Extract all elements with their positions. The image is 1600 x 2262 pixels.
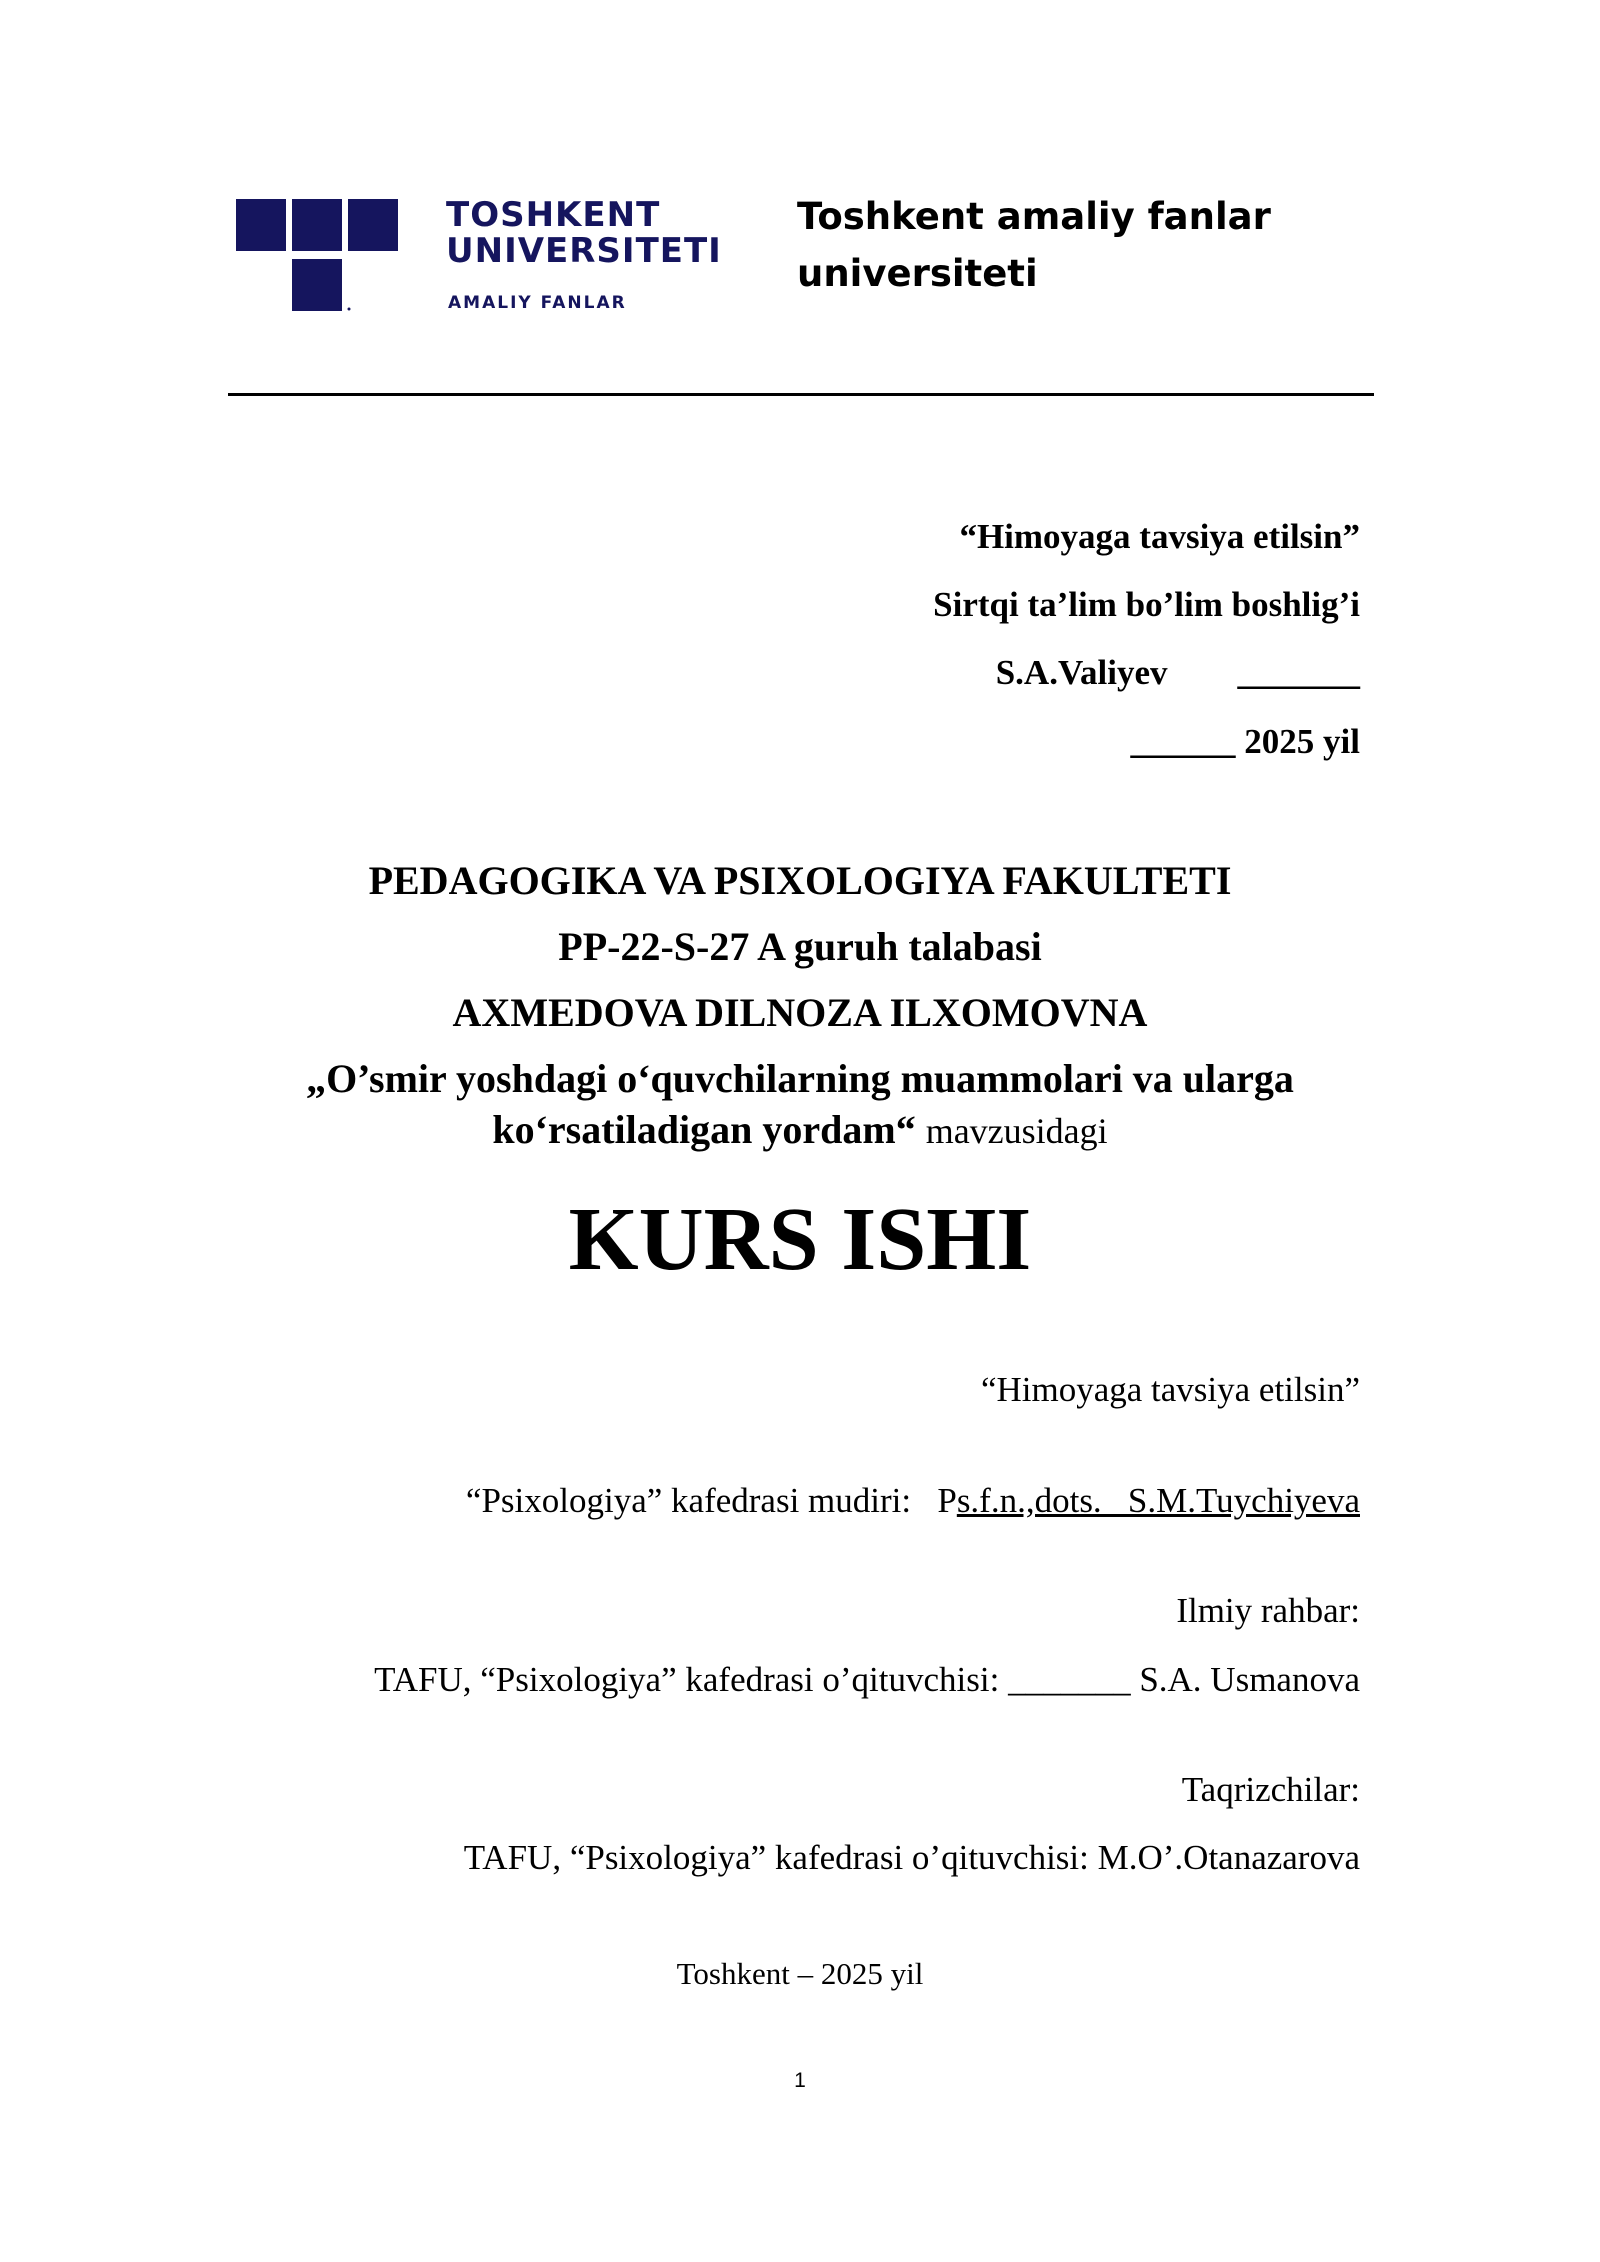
recommendation-note: “Himoyaga tavsiya etilsin”	[980, 1370, 1360, 1409]
topic-line-2	[0, 1107, 1600, 1154]
logo-squares-icon	[236, 196, 436, 316]
topic-title-end: ko‘rsatiladigan yordam“	[492, 1107, 916, 1152]
approval-line-3: S.A.Valiyev _______	[995, 653, 1360, 692]
page-number: 1	[794, 2069, 806, 2092]
reviewer-line: TAFU, “Psixologiya” kafedrasi o’qituvchisi: M.O’.Otanazarova	[463, 1838, 1360, 1877]
faculty-name: PEDAGOGIKA VA PSIXOLOGIYA FAKULTETI	[368, 858, 1232, 903]
reviewers-label: Taqrizchilar:	[1181, 1770, 1360, 1809]
approval-line-4: ______ 2025 yil	[1130, 722, 1360, 761]
approval-line-2: Sirtqi ta’lim bo’lim boshlig’i	[933, 585, 1360, 624]
topic-line-1: „O’smir yoshdagi o‘quvchilarning muammolari va ularga	[306, 1056, 1294, 1101]
student-name: AXMEDOVA DILNOZA ILXOMOVNA	[452, 990, 1148, 1035]
place-and-year: Toshkent – 2025 yil	[676, 1956, 924, 1991]
university-name	[797, 188, 1271, 302]
department-head-line	[160, 1481, 1360, 1521]
supervisor-line: TAFU, “Psixologiya” kafedrasi o’qituvchisi: _______ S.A. Usmanova	[374, 1660, 1360, 1699]
department-head-label: “Psixologiya” kafedrasi mudiri: P	[465, 1481, 957, 1520]
logo-wordmark-line3: AMALIY FANLAR	[448, 293, 627, 313]
logo-wordmark-line1: TOSHKENT	[446, 195, 661, 235]
topic-suffix: mavzusidagi	[925, 1111, 1108, 1151]
document-type-title: KURS ISHI	[568, 1190, 1032, 1289]
university-name-line1: Toshkent amaliy fanlar	[797, 195, 1271, 238]
department-head-name: s.f.n.,dots. S.M.Tuychiyeva	[956, 1481, 1360, 1520]
logo-wordmark-line2: UNIVERSITETI	[446, 231, 722, 271]
supervisor-label: Ilmiy rahbar:	[1176, 1591, 1360, 1630]
approval-line-1: “Himoyaga tavsiya etilsin”	[959, 517, 1360, 556]
header-divider	[228, 393, 1374, 396]
student-group: PP-22-S-27 A guruh talabasi	[558, 924, 1042, 969]
university-logo	[236, 195, 722, 316]
university-name-line2: universiteti	[797, 252, 1038, 295]
